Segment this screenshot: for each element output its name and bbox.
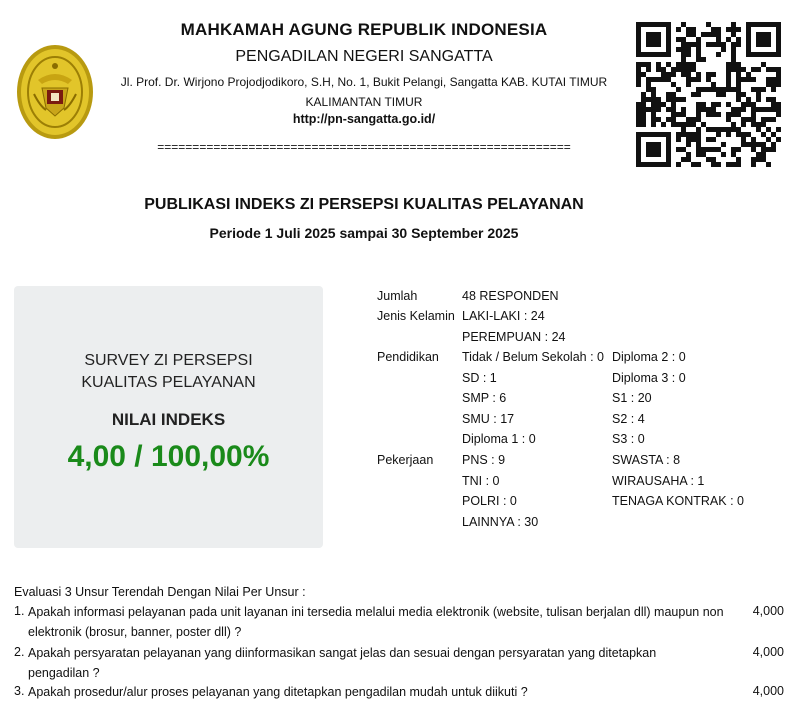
survey-label-line-2: KUALITAS PELAYANAN (81, 374, 256, 391)
address-line-1: Jl. Prof. Dr. Wirjono Projodjodikoro, S.H, No. 1, Bukit Pelangi, Sangatta KAB. KUTAI TIMUR (120, 75, 608, 89)
gender-female: PEREMPUAN : 24 (462, 330, 566, 344)
education-item: Diploma 1 : 0 (462, 432, 536, 446)
header-separator: =========================================================== (157, 140, 571, 154)
question-text: Apakah persyaratan pelayanan yang diinformasikan sangat jelas dan sesuai dengan persyaratan yang ditetapkan pengadilan ? (28, 646, 657, 680)
question-text: Apakah prosedur/alur proses pelayanan yang ditetapkan pengadilan mudah untuk diikuti ? (28, 685, 528, 699)
job-item: SWASTA : 8 (612, 453, 681, 467)
question-score: 4,000 (752, 645, 784, 659)
sub-court-name: PENGADILAN NEGERI SANGATTA (235, 48, 493, 65)
education-item: SMP : 6 (462, 391, 507, 405)
job-item: WIRAUSAHA : 1 (612, 474, 705, 488)
education-item: Diploma 2 : 0 (612, 350, 686, 364)
education-item: S3 : 0 (612, 432, 645, 446)
survey-label-line-1: SURVEY ZI PERSEPSI (84, 352, 253, 369)
qr-code-icon (636, 22, 781, 167)
gender-male: LAKI-LAKI : 24 (462, 309, 545, 323)
index-label: NILAI INDEKS (111, 410, 226, 429)
job-item: TNI : 0 (462, 474, 500, 488)
court-website[interactable]: http://pn-sangatta.go.id/ (292, 112, 436, 126)
job-item: POLRI : 0 (462, 494, 517, 508)
page-title: PUBLIKASI INDEKS ZI PERSEPSI KUALITAS PELAYANAN (144, 196, 584, 213)
job-item: PNS : 9 (462, 453, 506, 467)
job-item: TENAGA KONTRAK : 0 (612, 494, 744, 508)
court-address (108, 72, 620, 112)
gender-label: Jenis Kelamin (377, 309, 455, 323)
score-card (14, 286, 323, 548)
education-item: S1 : 20 (612, 391, 652, 405)
jumlah-value: 48 RESPONDEN (462, 289, 559, 303)
education-item: SD : 1 (462, 371, 497, 385)
job-label: Pekerjaan (377, 453, 434, 467)
jumlah-label: Jumlah (377, 289, 418, 303)
education-item: Tidak / Belum Sekolah : 0 (462, 350, 604, 364)
period-subtitle: Periode 1 Juli 2025 sampai 30 September 2025 (209, 225, 519, 241)
job-item: LAINNYA : 30 (462, 515, 539, 529)
address-line-2: KALIMANTAN TIMUR (305, 95, 423, 109)
education-item: Diploma 3 : 0 (612, 371, 686, 385)
index-value: 4,00 / 100,00% (67, 440, 270, 473)
education-label: Pendidikan (377, 350, 439, 364)
question-number: 2. (14, 645, 25, 659)
question-score: 4,000 (752, 604, 784, 618)
question-text: Apakah informasi pelayanan pada unit layanan ini tersedia melalui media elektronik (website, tulisan berjalan dll) maupun non elektronik (brosur, banner, poster dll) ? (28, 605, 724, 639)
mahkamah-agung-emblem-icon (16, 44, 94, 140)
evaluation-heading: Evaluasi 3 Unsur Terendah Dengan Nilai Per Unsur : (14, 585, 306, 599)
question-score: 4,000 (752, 684, 784, 698)
question-number: 1. (14, 604, 25, 618)
court-name: MAHKAMAH AGUNG REPUBLIK INDONESIA (180, 20, 548, 39)
question-number: 3. (14, 684, 25, 698)
education-item: SMU : 17 (462, 412, 515, 426)
education-item: S2 : 4 (612, 412, 645, 426)
